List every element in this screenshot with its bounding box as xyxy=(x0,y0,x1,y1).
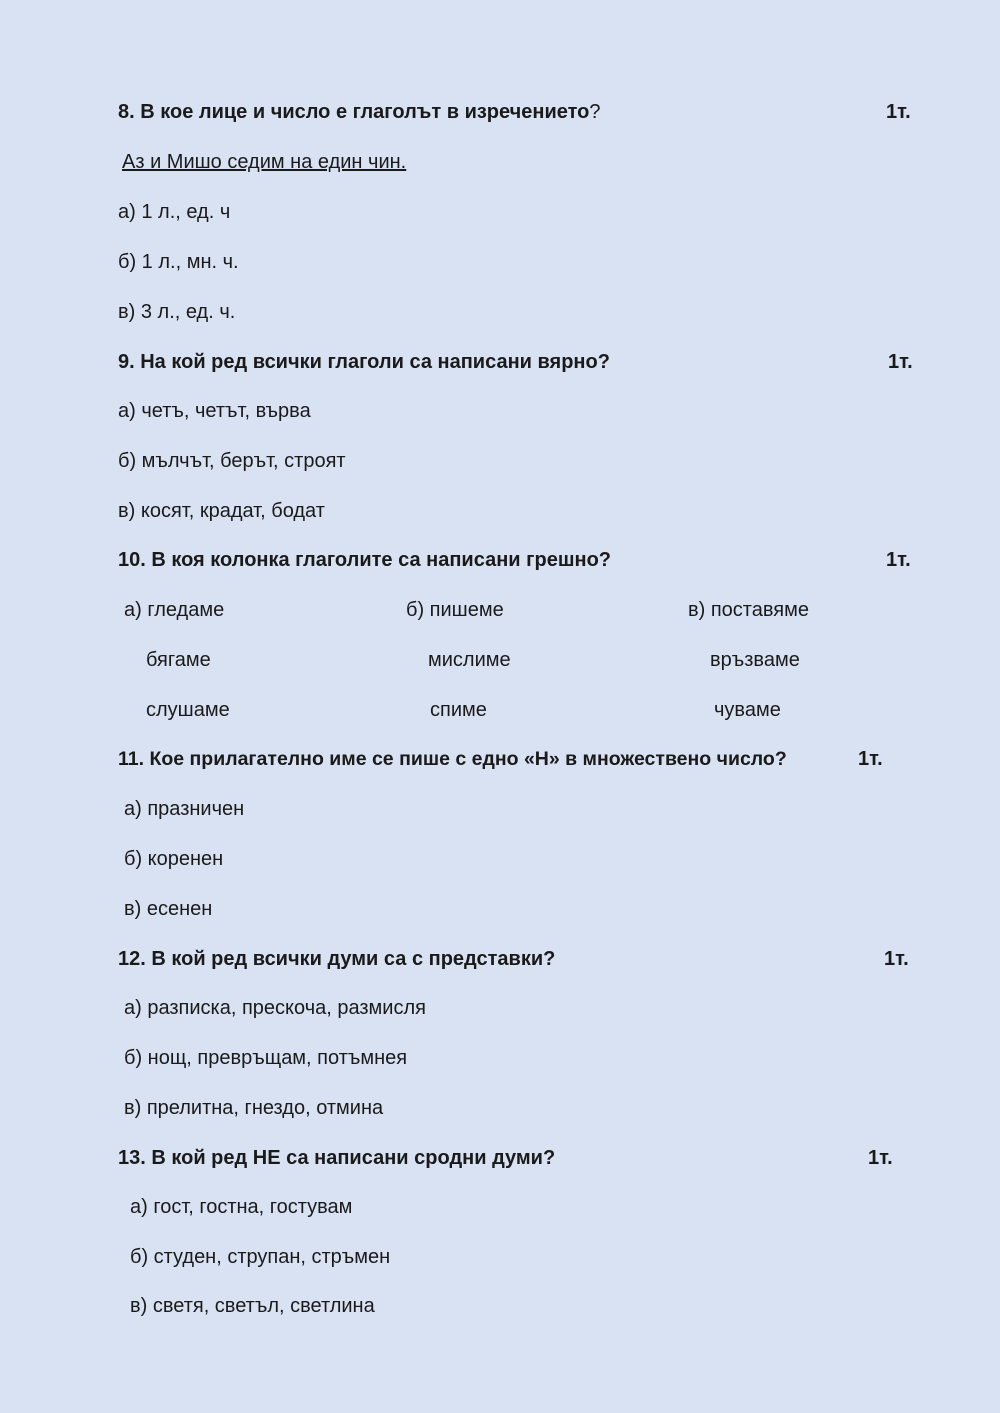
column-c-item: чуваме xyxy=(714,699,781,721)
answer-11a: а) празничен xyxy=(124,798,245,820)
question-8 xyxy=(118,100,600,124)
answer-8c: в) 3 л., ед. ч. xyxy=(118,301,236,323)
answer-12a: а) разписка, прескоча, размисля xyxy=(124,997,426,1019)
points-10: 1т. xyxy=(886,549,911,571)
sentence-8: Аз и Мишо седим на един чин. xyxy=(122,151,407,173)
question-10: 10. В коя колонка глаголите са написани грешно? xyxy=(118,549,611,571)
column-c-item: връзваме xyxy=(710,649,800,671)
answer-13a: а) гост, гостна, гостувам xyxy=(130,1196,353,1218)
column-a-item: бягаме xyxy=(146,649,211,671)
question-11: 11. Кое прилагателно име се пише с едно «Н» в множествено число? xyxy=(118,748,787,770)
answer-13c: в) светя, светъл, светлина xyxy=(130,1295,375,1317)
points-12: 1т. xyxy=(884,948,909,970)
points-11: 1т. xyxy=(858,748,883,770)
answer-8b: б) 1 л., мн. ч. xyxy=(118,251,239,273)
column-b-item: б) пишеме xyxy=(406,599,504,621)
column-b-item: мислиме xyxy=(428,649,511,671)
column-b-item: спиме xyxy=(430,699,487,721)
question-9: 9. На кой ред всички глаголи са написани вярно? xyxy=(118,351,610,373)
answer-13b: б) студен, струпан, стръмен xyxy=(130,1246,391,1268)
answer-9c: в) косят, крадат, бодат xyxy=(118,500,325,522)
answer-12b: б) нощ, превръщам, потъмнея xyxy=(124,1047,408,1069)
points-8: 1т. xyxy=(886,101,911,123)
column-a-item: слушаме xyxy=(146,699,230,721)
answer-12c: в) прелитна, гнездо, отмина xyxy=(124,1097,384,1119)
answer-9b: б) мълчът, берът, строят xyxy=(118,450,346,472)
points-13: 1т. xyxy=(868,1147,893,1169)
answer-9a: а) четъ, четът, върва xyxy=(118,400,311,422)
answer-8a: а) 1 л., ед. ч xyxy=(118,201,231,223)
question-8-text: 8. В кое лице и число е глаголът в изречението xyxy=(118,101,590,123)
question-13: 13. В кой ред НЕ са написани сродни думи? xyxy=(118,1147,556,1169)
column-a-item: а) гледаме xyxy=(124,599,225,621)
answer-11c: в) есенен xyxy=(124,898,213,920)
question-8-mark: ? xyxy=(589,101,601,123)
question-12: 12. В кой ред всички думи са с представки? xyxy=(118,948,556,970)
answer-11b: б) коренен xyxy=(124,848,224,870)
column-c-item: в) поставяме xyxy=(688,599,809,621)
points-9: 1т. xyxy=(888,351,913,373)
